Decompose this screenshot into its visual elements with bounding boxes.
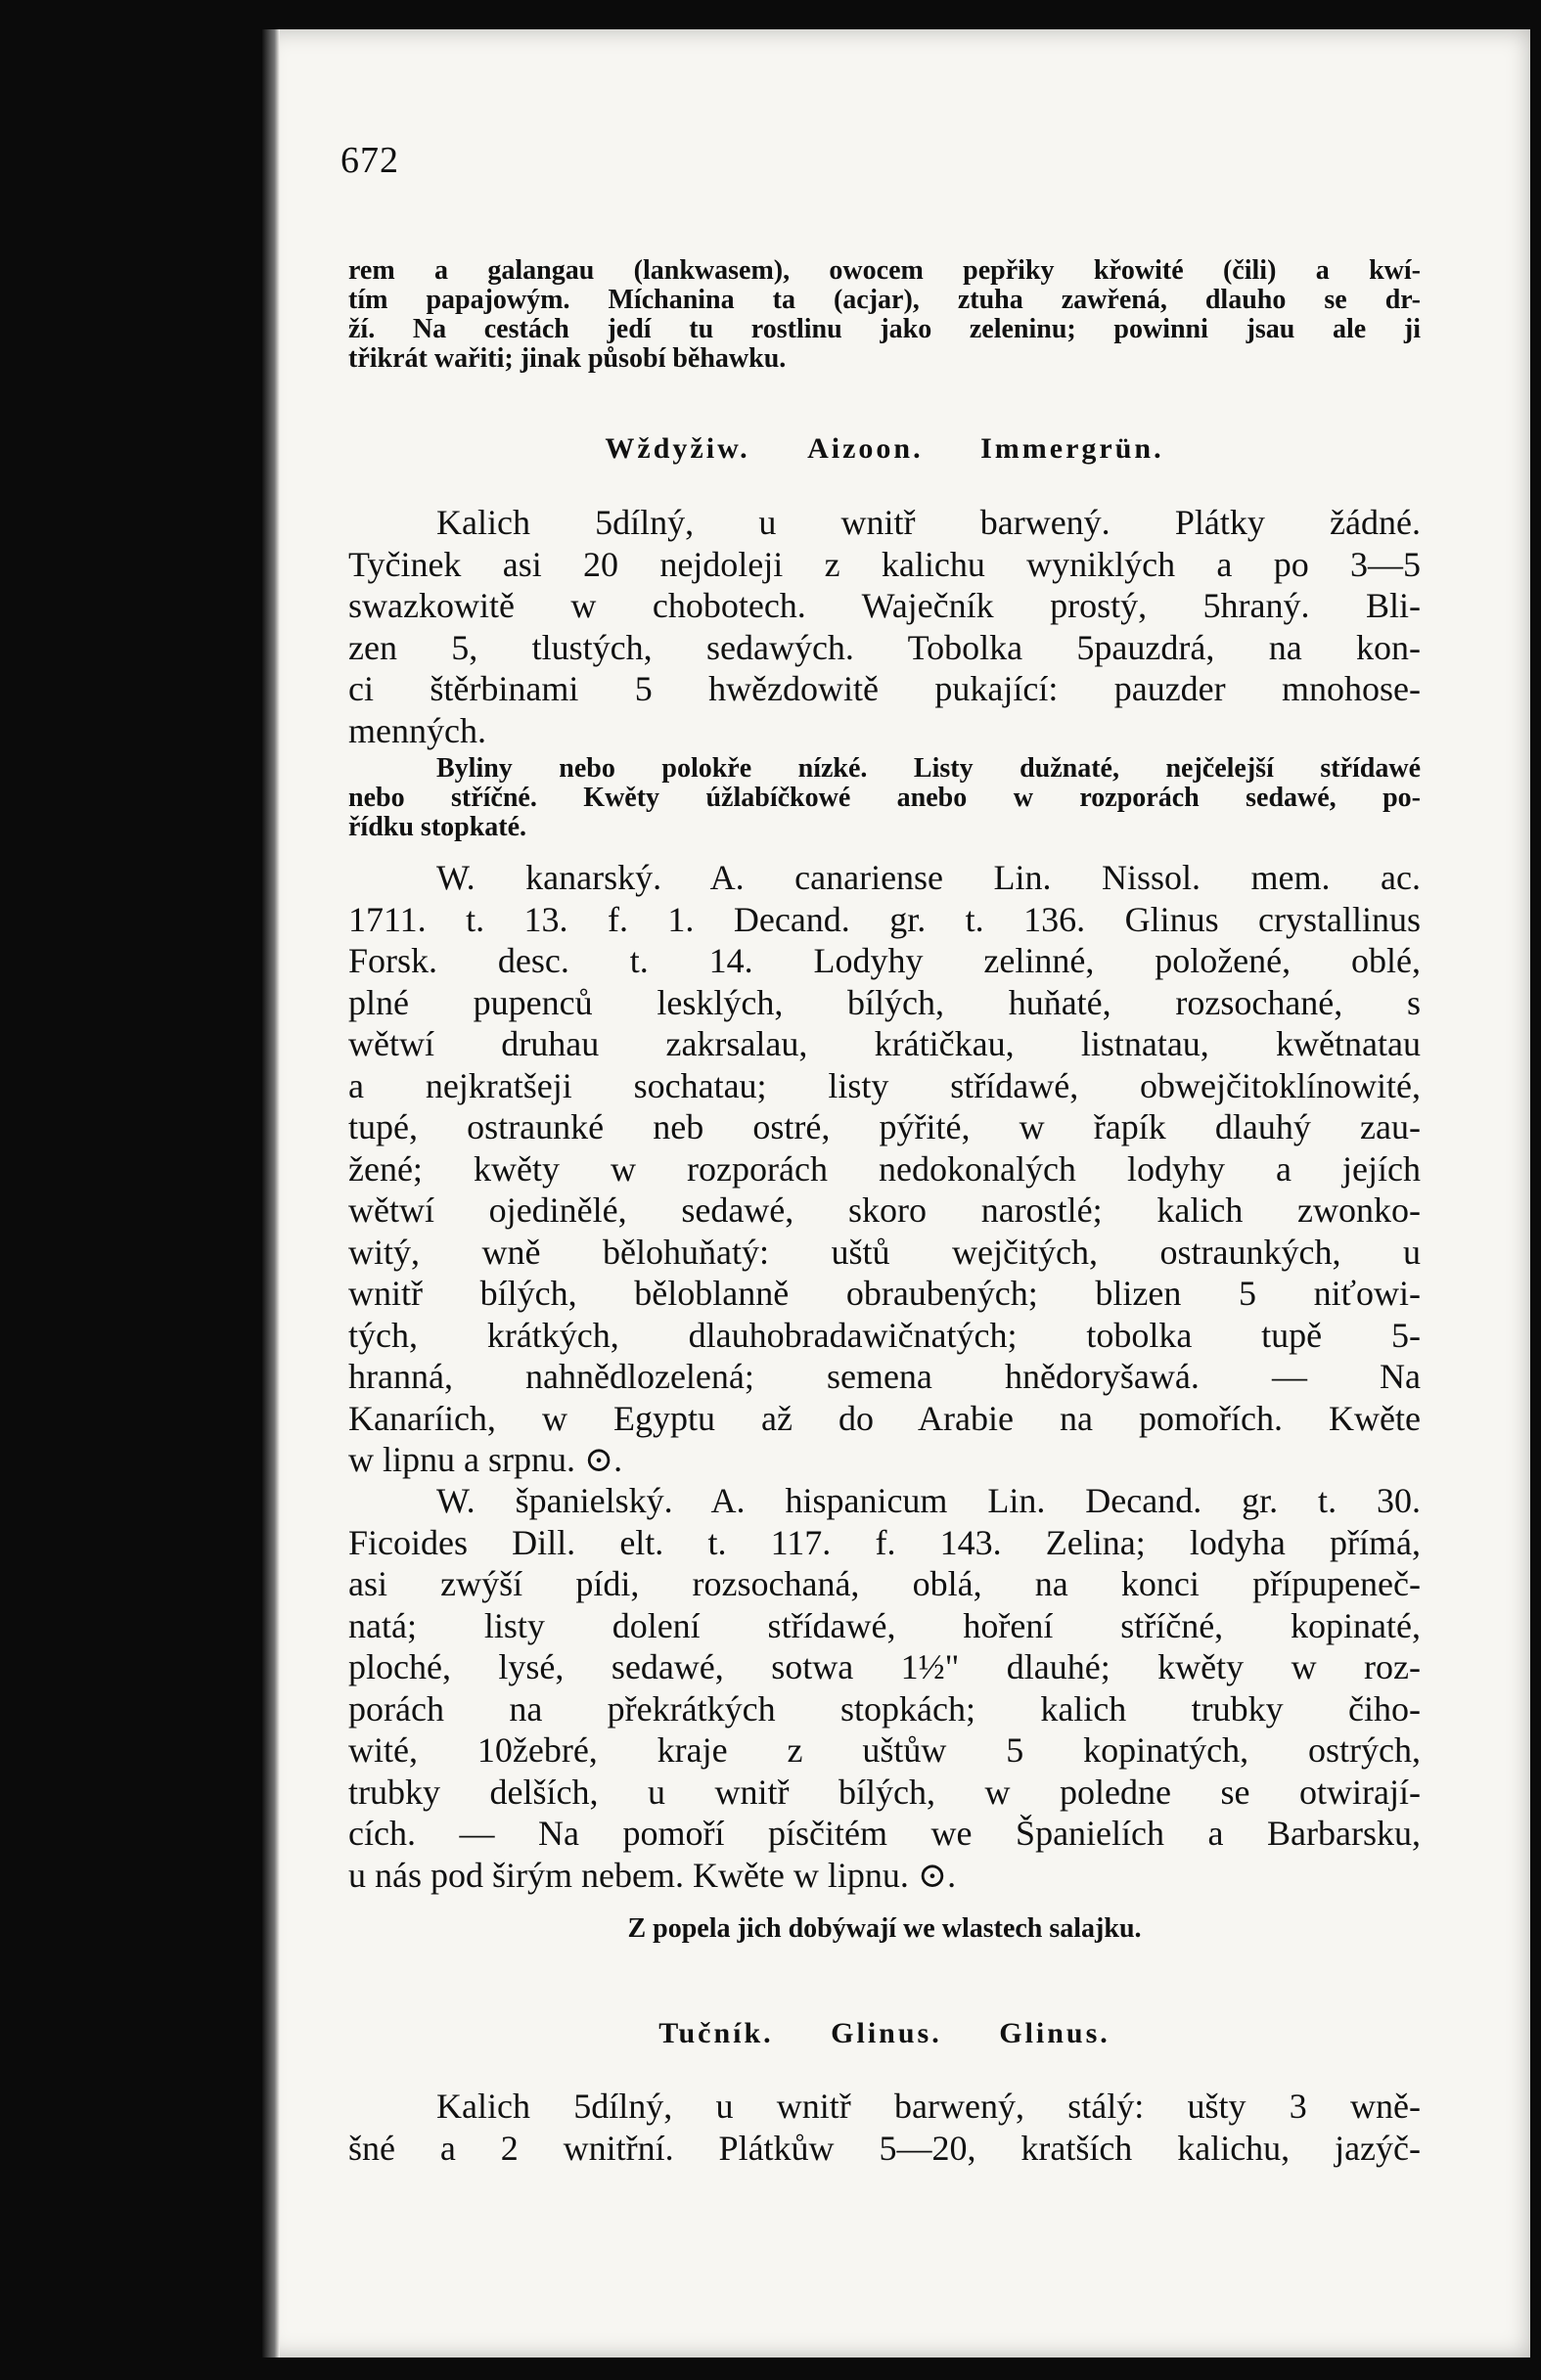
genus-description-aizoon: [348, 502, 1421, 751]
text-line: wětwí druhau zakrsalau, krátičkau, listnatau, kwětnatau: [348, 1024, 1421, 1063]
text-line: ci štěrbinami 5 hwězdowitě pukající: pauzder mnohose-: [348, 669, 1421, 708]
text-line: witý, wně bělohuňatý: uštů wejčitých, ostraunkých, u: [348, 1232, 1421, 1272]
text-line: Ficoides Dill. elt. t. 117. f. 143. Zelina; lodyha přímá,: [348, 1522, 1421, 1562]
genus-name-german: Glinus.: [999, 2017, 1110, 2049]
text-line: natá; listy dolení střídawé, hoření stříčné, kopinaté,: [348, 1605, 1421, 1645]
species-note-hispanicum: Z popela jich dobýwají we wlastech salajku.: [627, 1913, 1142, 1944]
text-line: u nás pod širým nebem. Kwěte w lipnu. ⊙.: [348, 1855, 957, 1895]
genus-heading-glinus: [348, 2017, 1421, 2050]
text-line: swazkowitě w chobotech. Waječník prostý, 5hraný. Bli-: [348, 586, 1421, 625]
text-line: wité, 10žebré, kraje z uštůw 5 kopinatých, ostrých,: [348, 1730, 1421, 1770]
genus-name-latin: Glinus.: [831, 2017, 942, 2049]
text-line: řídku stopkaté.: [348, 812, 527, 842]
text-line: Kalich 5dílný, u wnitř barwený. Plátky žádné.: [436, 503, 1421, 542]
text-line: wnitř bílých, běloblanně obraubených; blizen 5 niťowi-: [348, 1274, 1421, 1313]
genus-name-latin: Aizoon.: [807, 432, 924, 465]
text-line: Kalich 5dílný, u wnitř barwený, stálý: ušty 3 wně-: [436, 2087, 1421, 2126]
species-canariense: [348, 857, 1421, 1481]
genus-note-aizoon: [348, 754, 1421, 842]
text-line: šné a 2 wnitřní. Plátkůw 5—20, kratších kalichu, jazýč-: [348, 2128, 1421, 2168]
text-line: tupé, ostraunké neb ostré, pýřité, w řapík dlauhý zau-: [348, 1107, 1421, 1146]
species-hispanicum: [348, 1480, 1421, 1896]
text-line: hranná, nahnědlozelená; semena hnědoryšawá. — Na: [348, 1357, 1421, 1396]
text-line: Byliny nebo polokře nízké. Listy dužnaté, nejčelejší střídawé: [436, 753, 1421, 784]
genus-name-czech: Wždyžiw.: [605, 432, 750, 465]
genus-heading-aizoon: [348, 432, 1421, 466]
text-line: cích. — Na pomoří písčitém we Španielích a Barbarsku,: [348, 1814, 1421, 1853]
genus-name-german: Immergrün.: [980, 432, 1164, 465]
book-page: [262, 29, 1530, 2358]
text-line: třikrát wařiti; jinak působí běhawku.: [348, 343, 787, 374]
text-line: a nejkratšeji sochatau; listy střídawé, obwejčitoklínowité,: [348, 1065, 1421, 1105]
text-line: trubky delších, u wnitř bílých, w poledne se otwirají-: [348, 1772, 1421, 1812]
text-line: tím papajowým. Míchanina ta (acjar), ztuha zawřená, dlauho se dr-: [348, 285, 1421, 315]
text-line: Tyčinek asi 20 nejdoleji z kalichu wyniklých a po 3—5: [348, 544, 1421, 584]
text-line: wětwí ojedinělé, sedawé, skoro narostlé; kalich zwonko-: [348, 1190, 1421, 1230]
text-line: porách na překrátkých stopkách; kalich trubky čiho-: [348, 1688, 1421, 1729]
text-line: asi zwýší pídi, rozsochaná, oblá, na konci přípupeneč-: [348, 1564, 1421, 1603]
text-line: nebo stříčné. Kwěty úžlabíčkowé anebo w rozporách sedawé, po-: [348, 783, 1421, 813]
text-line: menných.: [348, 710, 486, 750]
genus-name-czech: Tučník.: [658, 2017, 774, 2049]
text-line: Forsk. desc. t. 14. Lodyhy zelinné, položené, oblé,: [348, 941, 1421, 980]
intro-paragraph: [348, 256, 1421, 374]
text-line: plné pupenců lesklých, bílých, huňaté, rozsochané, s: [348, 982, 1421, 1022]
text-line: W. kanarský. A. canariense Lin. Nissol. mem. ac.: [436, 858, 1421, 897]
text-line: w lipnu a srpnu. ⊙.: [348, 1440, 623, 1479]
text-line: W. španielský. A. hispanicum Lin. Decand. gr. t. 30.: [436, 1481, 1421, 1520]
text-line: Kanaríich, w Egyptu až do Arabie na pomořích. Kwěte: [348, 1398, 1421, 1438]
text-line: zen 5, tlustých, sedawých. Tobolka 5pauzdrá, na kon-: [348, 627, 1421, 667]
text-line: ží. Na cestách jedí tu rostlinu jako zeleninu; powinni jsau ale ji: [348, 314, 1421, 344]
genus-description-glinus: [348, 2086, 1421, 2169]
text-line: žené; kwěty w rozporách nedokonalých lodyhy a jejích: [348, 1148, 1421, 1189]
text-line: rem a galangau (lankwasem), owocem pepřiky křowité (čili) a kwí-: [348, 255, 1421, 286]
page-number: 672: [340, 140, 399, 181]
text-line: ploché, lysé, sedawé, sotwa 1½" dlauhé; kwěty w roz-: [348, 1647, 1421, 1686]
text-line: 1711. t. 13. f. 1. Decand. gr. t. 136. Glinus crystallinus: [348, 899, 1421, 939]
text-line: tých, krátkých, dlauhobradawičnatých; tobolka tupě 5-: [348, 1315, 1421, 1355]
